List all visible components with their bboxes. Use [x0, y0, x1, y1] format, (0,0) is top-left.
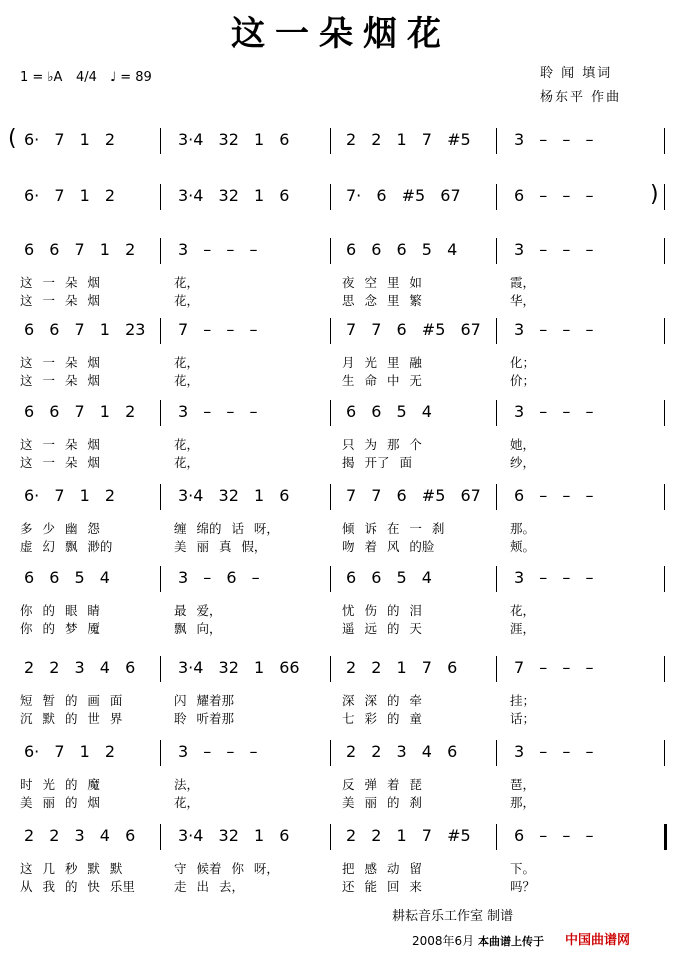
measure-notes: 2 2 3 4 6 — [24, 658, 136, 677]
lyric-segment: 遥 远 的 天 — [342, 621, 422, 636]
measure-notes: 3 – – – — [514, 130, 594, 149]
lyric-segment: 花， — [174, 355, 200, 370]
bar-line — [160, 184, 161, 210]
lyric-segment: 那。 — [510, 521, 536, 536]
measure-notes: 2 2 1 7 #5 — [346, 826, 471, 845]
notes-line — [0, 182, 682, 220]
measure-notes: 3 – – – — [514, 402, 594, 421]
measure-notes: 7 7 6 #5 67 — [346, 320, 481, 339]
lyricist-credit: 聆 闻 填词 — [540, 66, 613, 81]
bar-line — [664, 656, 665, 682]
bar-line — [664, 484, 665, 510]
score-row — [0, 568, 682, 648]
lyric-segment: 美 丽 真 假， — [174, 539, 267, 554]
lyric-segment: 虚 幻 飘 渺的 — [20, 539, 113, 554]
lyric-segment: 只 为 那 个 — [342, 437, 422, 452]
studio-credit: 耕耘音乐工作室 制谱 — [392, 909, 514, 924]
upload-note — [412, 932, 544, 949]
lyric-segment: 花， — [510, 603, 536, 618]
bar-line — [664, 128, 665, 154]
lyric-segment: 你 的 梦 魇 — [20, 621, 100, 636]
bar-line — [664, 824, 667, 850]
bar-line — [330, 128, 331, 154]
song-title: 这一朵烟花 — [231, 14, 451, 54]
bar-line — [664, 238, 665, 264]
bar-line — [330, 238, 331, 264]
bar-line — [496, 566, 497, 592]
score-row — [0, 240, 682, 320]
bar-line — [496, 400, 497, 426]
notes-line — [0, 742, 682, 776]
lyric-segment: 月 光 里 融 — [342, 355, 422, 370]
score-row — [0, 402, 682, 482]
lyric-segment: 挂； — [510, 693, 536, 708]
measure-notes: 2 2 1 7 6 — [346, 658, 458, 677]
lyric-segment: 美 丽 的 刹 — [342, 795, 422, 810]
bar-line — [664, 318, 665, 344]
upload-date: 2008年6月 — [412, 934, 475, 948]
measure-notes: 7 – – – — [178, 320, 258, 339]
composer-credit: 杨东平 作曲 — [540, 90, 622, 105]
measure-notes: 3 – – – — [514, 568, 594, 587]
measure-notes: 7· 6 #5 67 — [346, 186, 461, 205]
lyric-segment: 话； — [510, 711, 536, 726]
measure-notes: 3 – – – — [178, 742, 258, 761]
bar-line — [330, 824, 331, 850]
measure-notes: 3·4 32 1 66 — [178, 658, 300, 677]
lyric-segment: 短 暂 的 画 面 — [20, 693, 123, 708]
notes-line — [0, 402, 682, 436]
lyric-segment: 聆 听着那 — [174, 711, 234, 726]
bar-line — [496, 128, 497, 154]
lyric-segment: 花， — [174, 455, 200, 470]
lyric-segment: 这 一 朵 烟 — [20, 437, 100, 452]
lyric-segment: 倾 诉 在 一 刹 — [342, 521, 445, 536]
lyric-segment: 还 能 回 来 — [342, 879, 422, 894]
bar-line — [496, 740, 497, 766]
notes-line — [0, 826, 682, 860]
lyric-segment: 揭 开了 面 — [342, 455, 412, 470]
lyric-segment: 美 丽 的 烟 — [20, 795, 100, 810]
score-row — [0, 320, 682, 400]
bar-line — [160, 740, 161, 766]
lyric-segment: 花， — [174, 437, 200, 452]
lyric-segment: 反 弹 着 琵 — [342, 777, 422, 792]
bar-line — [330, 400, 331, 426]
measure-notes: 3·4 32 1 6 — [178, 186, 290, 205]
measure-notes: 3·4 32 1 6 — [178, 486, 290, 505]
score-row — [0, 486, 682, 566]
bar-line — [496, 184, 497, 210]
bar-line — [160, 318, 161, 344]
lyric-segment: 这 一 朵 烟 — [20, 293, 100, 308]
bar-line — [664, 566, 665, 592]
score-row — [0, 658, 682, 738]
measure-notes: 6 – – – — [514, 826, 594, 845]
measure-notes: 3·4 32 1 6 — [178, 130, 290, 149]
bar-line — [160, 400, 161, 426]
lyric-segment: 深 深 的 牵 — [342, 693, 422, 708]
lyric-segment: 化； — [510, 355, 536, 370]
bar-line — [160, 656, 161, 682]
lyric-segment: 走 出 去， — [174, 879, 244, 894]
bar-line — [160, 824, 161, 850]
lyric-segment: 吗？ — [510, 879, 536, 894]
lyric-segment: 你 的 眼 睛 — [20, 603, 100, 618]
lyric-segment: 她， — [510, 437, 536, 452]
bar-line — [496, 656, 497, 682]
measure-notes: 6· 7 1 2 — [24, 486, 116, 505]
bar-line — [330, 318, 331, 344]
lyric-segment: 那， — [510, 795, 536, 810]
notes-line — [0, 320, 682, 354]
lyric-segment: 价； — [510, 373, 536, 388]
bar-line — [160, 238, 161, 264]
lyric-segment: 法， — [174, 777, 200, 792]
measure-notes: 6· 7 1 2 — [24, 742, 116, 761]
measure-notes: 6 6 5 4 — [346, 568, 432, 587]
lyric-segment: 忧 伤 的 泪 — [342, 603, 422, 618]
tempo-marking: ♩ = 89 — [110, 70, 152, 85]
measure-notes: 3 – 6 – — [178, 568, 260, 587]
notes-line — [0, 126, 682, 164]
lyric-segment: 琶， — [510, 777, 536, 792]
lyric-segment: 这 几 秒 默 默 — [20, 861, 123, 876]
repeat-open-paren: ( — [8, 126, 17, 151]
measure-notes: 2 2 3 4 6 — [24, 826, 136, 845]
upload-label: 本曲谱上传于 — [478, 935, 545, 948]
measure-notes: 6 6 5 4 — [346, 402, 432, 421]
lyric-segment: 飘 向， — [174, 621, 222, 636]
measure-notes: 3 – – – — [178, 240, 258, 259]
lyric-segment: 花， — [174, 293, 200, 308]
measure-notes: 2 2 3 4 6 — [346, 742, 458, 761]
lyric-segment: 多 少 幽 怨 — [20, 521, 100, 536]
lyric-segment: 时 光 的 魔 — [20, 777, 100, 792]
lyric-segment: 霞， — [510, 275, 536, 290]
time-signature: 4/4 — [76, 70, 97, 85]
bar-line — [330, 184, 331, 210]
lyric-segment: 涯， — [510, 621, 536, 636]
measure-notes: 3·4 32 1 6 — [178, 826, 290, 845]
lyric-segment: 这 一 朵 烟 — [20, 355, 100, 370]
measure-notes: 6 – – – — [514, 486, 594, 505]
measure-notes: 7 7 6 #5 67 — [346, 486, 481, 505]
repeat-close-paren: ) — [650, 182, 659, 207]
bar-line — [664, 184, 665, 210]
measure-notes: 3 – – – — [514, 742, 594, 761]
measure-notes: 2 2 1 7 #5 — [346, 130, 471, 149]
bar-line — [160, 128, 161, 154]
bar-line — [160, 566, 161, 592]
lyric-segment: 夜 空 里 如 — [342, 275, 422, 290]
measure-notes: 3 – – – — [514, 320, 594, 339]
lyric-segment: 从 我 的 快 乐里 — [20, 879, 135, 894]
lyric-segment: 花， — [174, 373, 200, 388]
bar-line — [496, 318, 497, 344]
bar-line — [330, 656, 331, 682]
measure-notes: 6· 7 1 2 — [24, 130, 116, 149]
measure-notes: 3 – – – — [178, 402, 258, 421]
lyric-segment: 闪 耀着那 — [174, 693, 234, 708]
measure-notes: 7 – – – — [514, 658, 594, 677]
bar-line — [330, 484, 331, 510]
measure-notes: 6 6 5 4 — [24, 568, 110, 587]
lyric-segment: 花， — [174, 275, 200, 290]
lyric-segment: 把 感 动 留 — [342, 861, 422, 876]
bar-line — [664, 740, 665, 766]
lyric-segment: 下。 — [510, 861, 536, 876]
lyric-segment: 华， — [510, 293, 536, 308]
lyric-segment: 七 彩 的 童 — [342, 711, 422, 726]
bar-line — [160, 484, 161, 510]
measure-notes: 6 6 7 1 2 — [24, 402, 136, 421]
bar-line — [496, 824, 497, 850]
bar-line — [496, 238, 497, 264]
measure-notes: 6 6 7 1 23 — [24, 320, 146, 339]
key-signature: 1 = ♭A — [20, 70, 63, 85]
lyric-segment: 沉 默 的 世 界 — [20, 711, 123, 726]
notes-line — [0, 658, 682, 692]
lyric-segment: 吻 着 风 的脸 — [342, 539, 435, 554]
score-row — [0, 742, 682, 822]
measure-notes: 6 – – – — [514, 186, 594, 205]
notes-line — [0, 486, 682, 520]
lyric-segment: 这 一 朵 烟 — [20, 275, 100, 290]
lyric-segment: 最 爱， — [174, 603, 222, 618]
bar-line — [664, 400, 665, 426]
lyric-segment: 花， — [174, 795, 200, 810]
measure-notes: 6 6 6 5 4 — [346, 240, 458, 259]
lyric-segment: 颊。 — [510, 539, 536, 554]
bar-line — [496, 484, 497, 510]
lyric-segment: 纱， — [510, 455, 536, 470]
lyric-segment: 守 候着 你 呀， — [174, 861, 279, 876]
notes-line — [0, 568, 682, 602]
score-row — [0, 826, 682, 906]
measure-notes: 6· 7 1 2 — [24, 186, 116, 205]
lyric-segment: 这 一 朵 烟 — [20, 373, 100, 388]
notes-line — [0, 240, 682, 274]
site-logo: 中国曲谱网 — [565, 933, 631, 948]
bar-line — [330, 740, 331, 766]
lyric-segment: 思 念 里 繁 — [342, 293, 422, 308]
bar-line — [330, 566, 331, 592]
measure-notes: 6 6 7 1 2 — [24, 240, 136, 259]
measure-notes: 3 – – – — [514, 240, 594, 259]
lyric-segment: 缠 绵的 话 呀， — [174, 521, 279, 536]
lyric-segment: 这 一 朵 烟 — [20, 455, 100, 470]
lyric-segment: 生 命 中 无 — [342, 373, 422, 388]
